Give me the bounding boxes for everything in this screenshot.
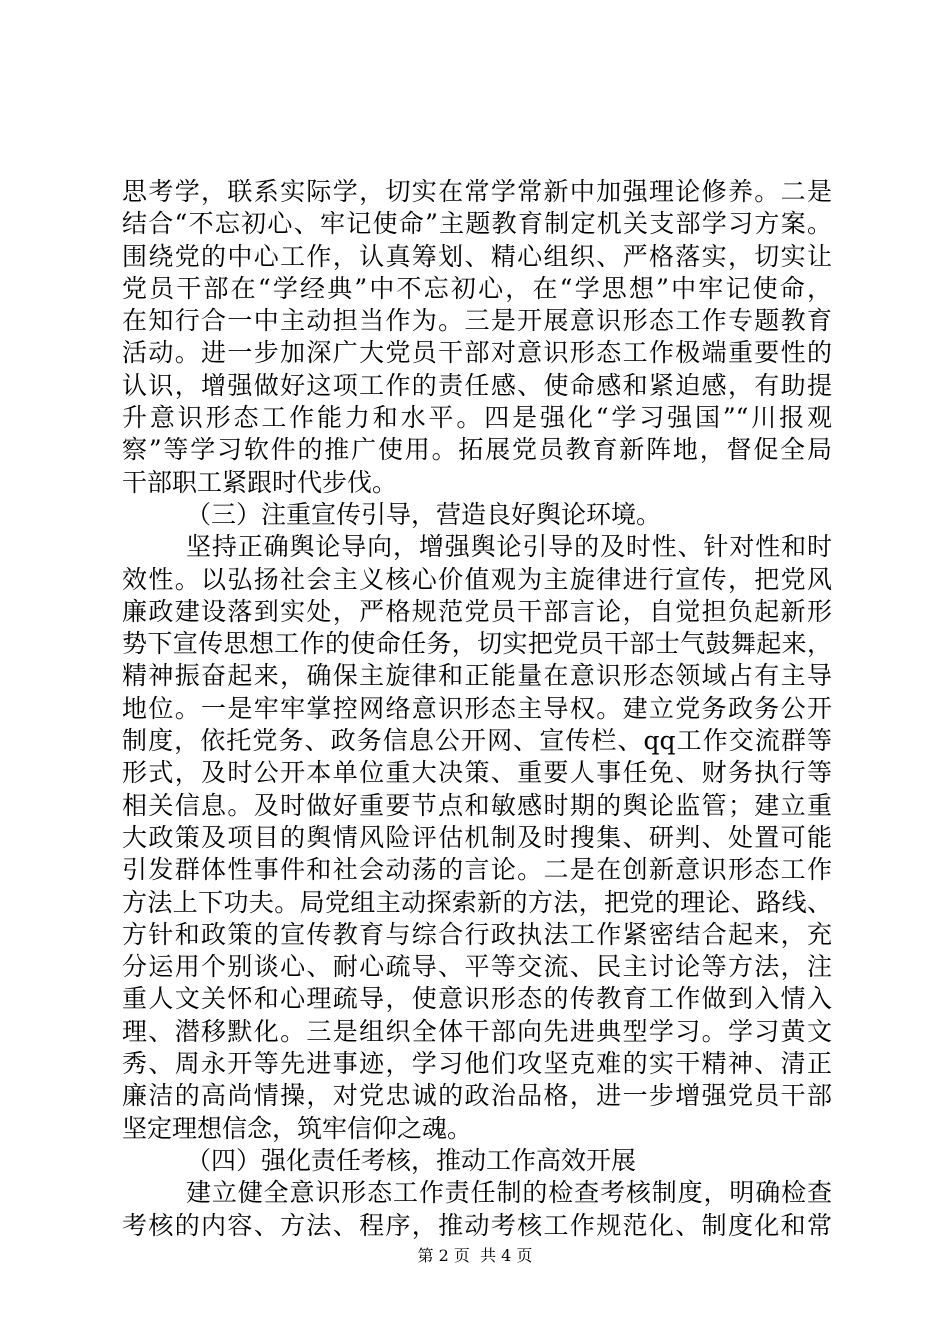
text-line: 建立健全意识形态工作责任制的检查考核制度，明确检查 [186, 1178, 832, 1208]
page-footer [0, 1243, 950, 1266]
text-line: 方针和政策的宣传教育与综合行政执法工作紧密结合起来，充 [122, 919, 832, 949]
text-line: 制度，依托党务、政务信息公开网、宣传栏、qq工作交流群等 [122, 726, 832, 756]
text-line: 围绕党的中心工作，认真筹划、精心组织、严格落实，切实让 [122, 241, 832, 271]
text-line: 分运用个别谈心、耐心疏导、平等交流、民主讨论等方法，注 [122, 952, 832, 982]
text-line: 坚定理想信念，筑牢信仰之魂。 [122, 1113, 473, 1143]
text-line: 秀、周永开等先进事迹，学习他们攻坚克难的实干精神、清正 [122, 1049, 832, 1079]
text-line: 大政策及项目的舆情风险评估机制及时搜集、研判、处置可能 [122, 822, 832, 852]
text-line: 相关信息。及时做好重要节点和敏感时期的舆论监管；建立重 [122, 790, 832, 820]
text-line: 廉洁的高尚情操，对党忠诚的政治品格，进一步增强党员干部 [122, 1081, 832, 1111]
text-line: 重人文关怀和心理疏导，使意识形态的传教育工作做到入情入 [122, 984, 832, 1014]
text-line: 察”等学习软件的推广使用。拓展党员教育新阵地，督促全局 [122, 435, 832, 465]
text-line: 势下宣传思想工作的使命任务，切实把党员干部士气鼓舞起来， [122, 629, 832, 659]
text-line: 干部职工紧跟时代步伐。 [122, 467, 398, 497]
text-line: 活动。进一步加深广大党员干部对意识形态工作极端重要性的 [122, 338, 832, 368]
text-line: 升意识形态工作能力和水平。四是强化“学习强国”“川报观 [122, 403, 832, 433]
text-line: 廉政建设落到实处，严格规范党员干部言论，自觉担负起新形 [122, 596, 832, 626]
text-line: 引发群体性事件和社会动荡的言论。二是在创新意识形态工作 [122, 855, 832, 885]
page-number: 第 2 页 共 4 页 [417, 1246, 533, 1265]
text-line: 思考学，联系实际学，切实在常学常新中加强理论修养。二是 [122, 177, 832, 206]
section-heading: （三）注重宣传引导，营造良好舆论环境。 [186, 499, 662, 529]
text-line: 坚持正确舆论导向，增强舆论引导的及时性、针对性和时 [186, 532, 832, 562]
section-heading: （四）强化责任考核，推动工作高效开展 [186, 1145, 637, 1175]
text-line: 考核的内容、方法、程序，推动考核工作规范化、制度化和常 [122, 1210, 832, 1240]
text-line: 结合“不忘初心、牢记使命”主题教育制定机关支部学习方案。 [122, 209, 832, 239]
text-line: 方法上下功夫。局党组主动探索新的方法，把党的理论、路线、 [122, 887, 832, 917]
text-line: 精神振奋起来，确保主旋律和正能量在意识形态领域占有主导 [122, 661, 832, 691]
text-line: 理、潜移默化。三是组织全体干部向先进典型学习。学习黄文 [122, 1016, 832, 1046]
text-line: 效性。以弘扬社会主义核心价值观为主旋律进行宣传，把党风 [122, 564, 832, 594]
text-line: 党员干部在“学经典”中不忘初心，在“学思想”中牢记使命， [122, 273, 832, 303]
text-line: 形式，及时公开本单位重大决策、重要人事任免、财务执行等 [122, 758, 832, 788]
body-text [122, 176, 832, 1242]
text-line: 认识，增强做好这项工作的责任感、使命感和紧迫感，有助提 [122, 370, 832, 400]
text-line: 地位。一是牢牢掌控网络意识形态主导权。建立党务政务公开 [122, 693, 832, 723]
text-line: 在知行合一中主动担当作为。三是开展意识形态工作专题教育 [122, 306, 832, 336]
